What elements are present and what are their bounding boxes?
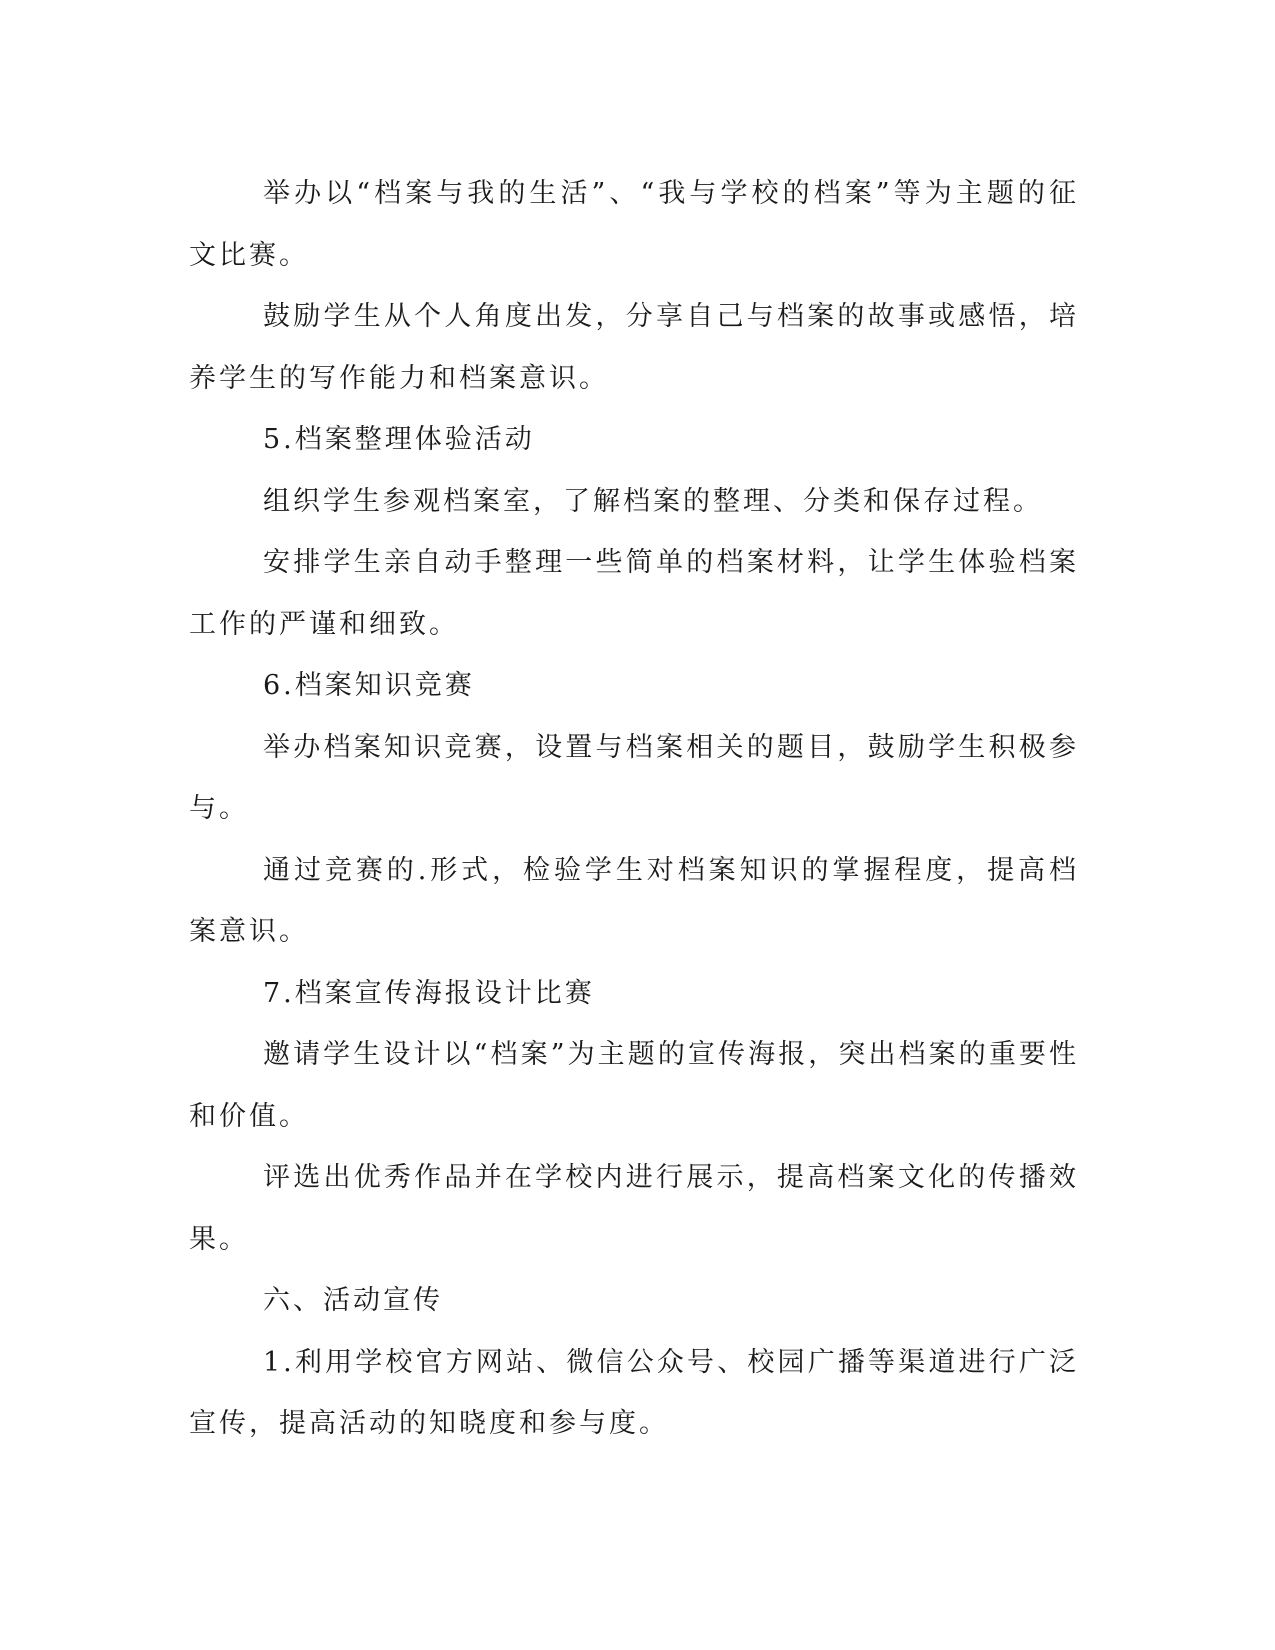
paragraph-contest-purpose: 通过竞赛的.形式，检验学生对档案知识的掌握程度，提高档案意识。 — [189, 854, 1079, 947]
paragraph-essay-contest: 举办以“档案与我的生活”、“我与学校的档案”等为主题的征文比赛。 — [189, 178, 1079, 271]
paragraph-contest-setup: 举办档案知识竞赛，设置与档案相关的题目，鼓励学生积极参与。 — [189, 731, 1079, 824]
document-body — [189, 163, 1079, 1455]
paragraph-poster-display: 评选出优秀作品并在学校内进行展示，提高档案文化的传播效果。 — [189, 1162, 1079, 1255]
paragraph-poster-invite: 邀请学生设计以“档案”为主题的宣传海报，突出档案的重要性和价值。 — [189, 1039, 1079, 1132]
paragraph-visit-archive-room: 组织学生参观档案室，了解档案的整理、分类和保存过程。 — [263, 485, 1043, 517]
paragraph-promotion-channels: 1.利用学校官方网站、微信公众号、校园广播等渠道进行广泛宣传，提高活动的知晓度和参与度。 — [189, 1346, 1079, 1439]
paragraph-essay-encourage: 鼓励学生从个人角度出发，分享自己与档案的故事或感悟，培养学生的写作能力和档案意识。 — [189, 301, 1079, 394]
heading-poster-contest: 7.档案宣传海报设计比赛 — [263, 977, 595, 1009]
heading-activity-promotion: 六、活动宣传 — [263, 1285, 443, 1316]
paragraph-hands-on-sorting: 安排学生亲自动手整理一些简单的档案材料，让学生体验档案工作的严谨和细致。 — [189, 547, 1079, 640]
heading-knowledge-contest: 6.档案知识竞赛 — [263, 670, 475, 701]
heading-archive-experience: 5.档案整理体验活动 — [263, 424, 535, 455]
